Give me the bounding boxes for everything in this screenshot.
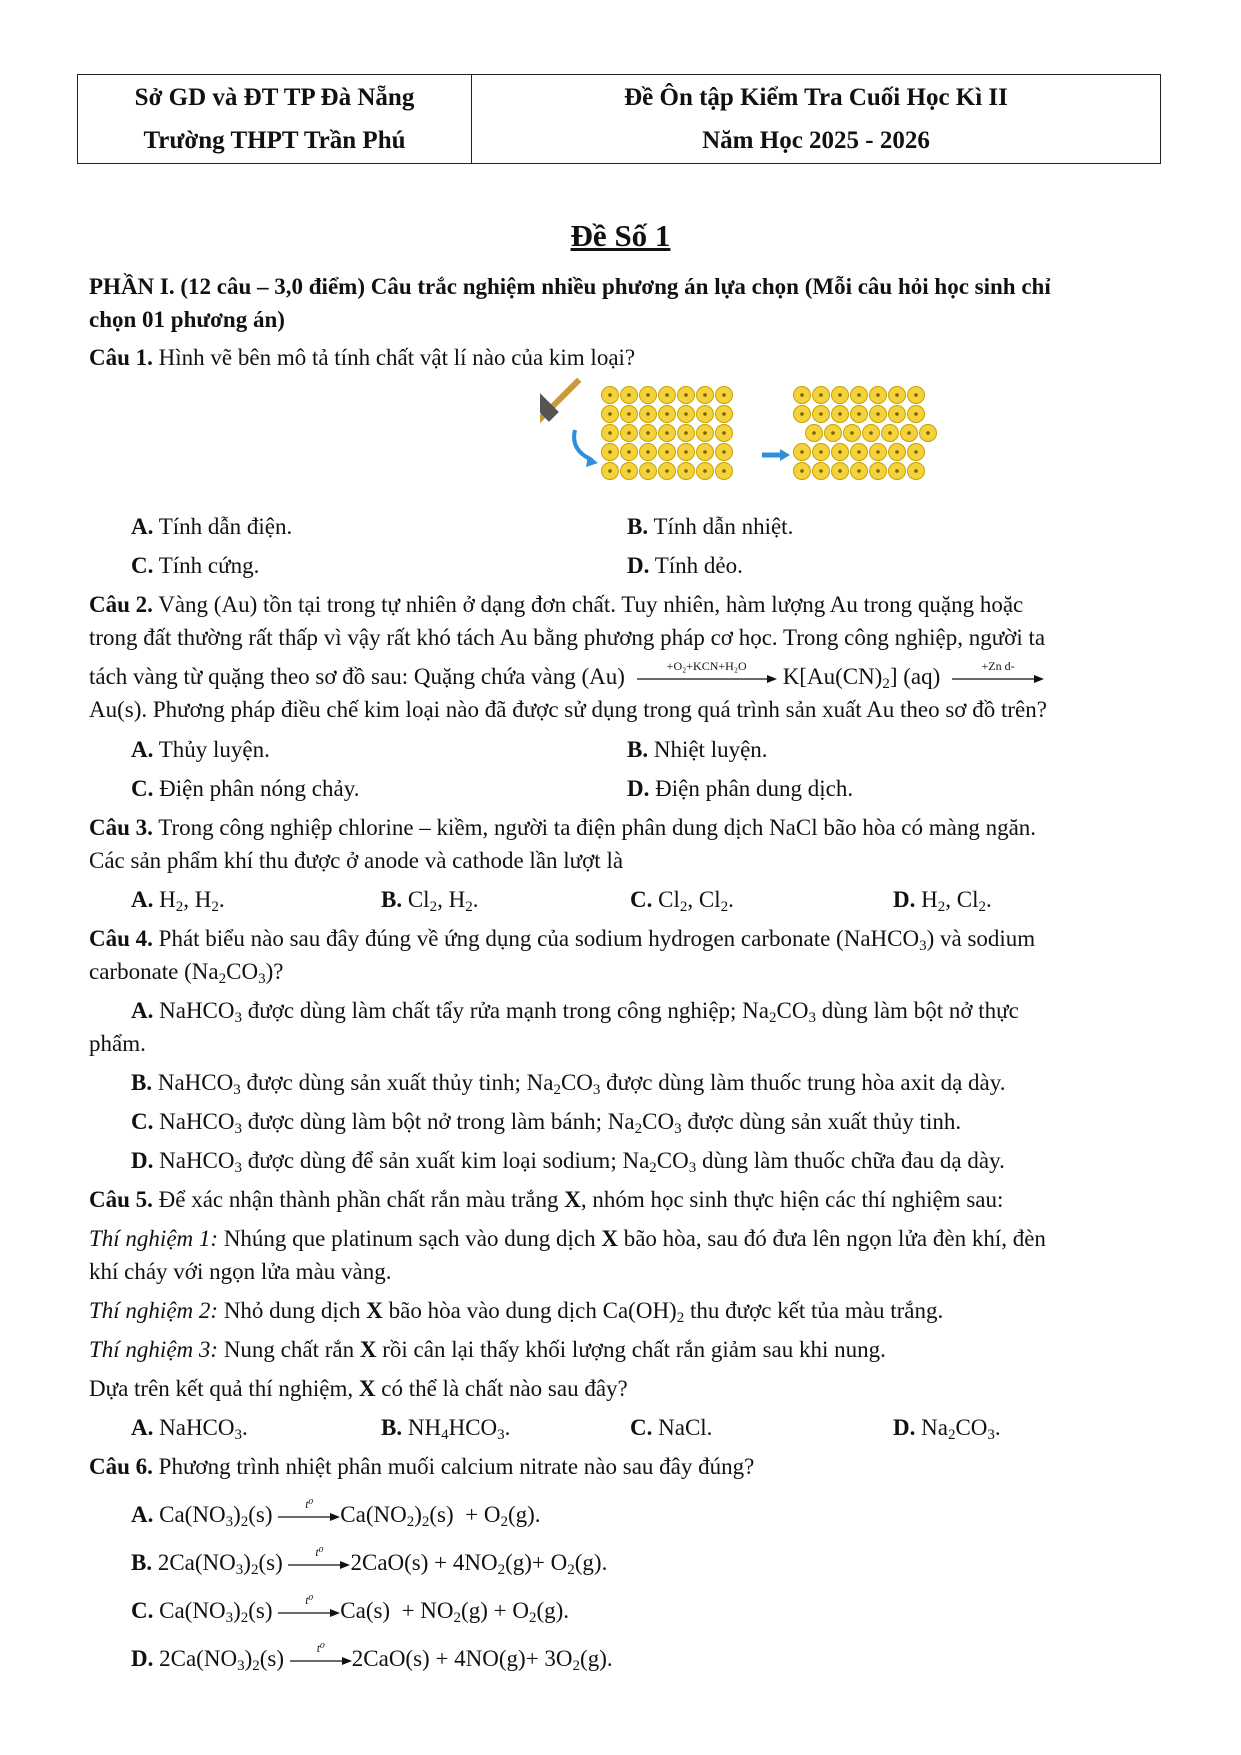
metal-ion-core bbox=[665, 412, 669, 416]
metal-ion-core bbox=[876, 469, 880, 473]
metal-ion-core bbox=[608, 431, 612, 435]
part1-heading-cont: chọn 01 phương án) bbox=[89, 307, 285, 332]
question-4: Câu 4. Phát biểu nào sau đây đúng về ứng dụng của sodium hydrogen carbonate (NaHCO$_3$) và sodium bbox=[89, 926, 1036, 954]
metal-ion-core bbox=[703, 393, 707, 397]
metal-ion-core bbox=[876, 412, 880, 416]
heat-arrow: t⁰ bbox=[288, 1560, 350, 1570]
metal-lattice-before bbox=[602, 387, 733, 480]
metal-ion-core bbox=[608, 412, 612, 416]
school-year: Năm Học 2025 - 2026 bbox=[702, 127, 930, 154]
metal-ion-core bbox=[914, 469, 918, 473]
metal-ion-core bbox=[838, 412, 842, 416]
metal-ion-core bbox=[800, 450, 804, 454]
q6-option-a[interactable]: A. $Ca(NO_3)_2(s)$ t⁰ $Ca(NO_2)_2(s) + O_2(g)$. bbox=[131, 1496, 541, 1530]
question-2: Câu 2. Vàng (Au) tồn tại trong tự nhiên ở dạng đơn chất. Tuy nhiên, hàm lượng Au trong quặng hoặc bbox=[89, 592, 1024, 617]
metal-ion-core bbox=[869, 431, 873, 435]
hammer-icon bbox=[540, 378, 581, 425]
q4-option-a-cont: phẩm. bbox=[89, 1031, 146, 1056]
metal-ion-core bbox=[800, 469, 804, 473]
metal-ion-core bbox=[800, 393, 804, 397]
metal-ion-core bbox=[627, 412, 631, 416]
metal-ion-core bbox=[876, 393, 880, 397]
q3-option-d[interactable]: D. $H_2$, $Cl_2$. bbox=[893, 887, 992, 915]
metal-ion-core bbox=[646, 431, 650, 435]
metal-ion-core bbox=[722, 469, 726, 473]
question-text: Hình vẽ bên mô tả tính chất vật lí nào của kim loại? bbox=[152, 345, 636, 370]
metal-ion-core bbox=[703, 412, 707, 416]
q6-option-c[interactable]: C. $Ca(NO_3)_2(s)$ t⁰ $Ca(s) + NO_2(g) + O_2(g)$. bbox=[131, 1592, 570, 1626]
metal-ion-core bbox=[646, 412, 650, 416]
q2-option-c[interactable]: C. Điện phân nóng chảy. bbox=[131, 776, 360, 801]
q6-option-b[interactable]: B. $2Ca(NO_3)_2(s)$ t⁰ $2CaO(s) + 4NO_2(g)+ O_2(g)$. bbox=[131, 1544, 608, 1578]
q6-option-d[interactable]: D. $2Ca(NO_3)_2(s)$ t⁰ $2CaO(s) + 4NO(g)+ 3O_2(g)$. bbox=[131, 1640, 613, 1674]
metal-ion-core bbox=[646, 393, 650, 397]
metal-ion-core bbox=[895, 450, 899, 454]
question-label: Câu 1. bbox=[89, 345, 153, 370]
malleability-figure bbox=[540, 375, 940, 515]
question-4-line2: carbonate $(Na_2CO_3)$? bbox=[89, 959, 284, 987]
metal-ion-core bbox=[722, 412, 726, 416]
metal-ion-core bbox=[608, 469, 612, 473]
metal-ion-core bbox=[838, 450, 842, 454]
q3-option-a[interactable]: A. $H_2$, $H_2$. bbox=[131, 887, 225, 915]
metal-ion-core bbox=[907, 431, 911, 435]
metal-ion-core bbox=[888, 431, 892, 435]
metal-lattice-after bbox=[794, 387, 937, 480]
metal-ion-core bbox=[703, 431, 707, 435]
metal-ion-core bbox=[627, 393, 631, 397]
heat-arrow: t⁰ bbox=[278, 1608, 340, 1618]
metal-ion-core bbox=[646, 469, 650, 473]
question-5: Câu 5. Để xác nhận thành phần chất rắn màu trắng X, nhóm học sinh thực hiện các thí nghiệm sau: bbox=[89, 1187, 1004, 1212]
metal-ion-core bbox=[838, 393, 842, 397]
metal-ion-core bbox=[895, 412, 899, 416]
metal-ion-core bbox=[857, 412, 861, 416]
question-1 bbox=[89, 343, 635, 373]
metal-ion-core bbox=[627, 469, 631, 473]
hammer-lattice-illustration bbox=[540, 375, 940, 510]
question-3: Câu 3. Trong công nghiệp chlorine – kiềm, người ta điện phân dung dịch NaCl bão hòa có màng ngăn. bbox=[89, 815, 1037, 840]
q4-option-c[interactable]: C. NaHCO$_3$ được dùng làm bột nở trong làm bánh; $Na_2CO_3$ được dùng sản xuất thủy tinh. bbox=[131, 1109, 962, 1137]
metal-ion-core bbox=[800, 412, 804, 416]
q4-option-d[interactable]: D. NaHCO$_3$ được dùng để sản xuất kim loại sodium; $Na_2CO_3$ dùng làm thuốc chữa đau dạ dày. bbox=[131, 1148, 1005, 1176]
metal-ion-core bbox=[703, 469, 707, 473]
metal-ion-core bbox=[665, 431, 669, 435]
metal-ion-core bbox=[684, 412, 688, 416]
header-right-cell bbox=[472, 75, 1160, 163]
metal-ion-core bbox=[914, 450, 918, 454]
question-2-line3: tách vàng từ quặng theo sơ đồ sau: Quặng chứa vàng (Au) +O₂+KCN+H₂O $K[Au(CN)_2]$ (aq) +Zn d- bbox=[89, 662, 1044, 692]
metal-ion-core bbox=[722, 393, 726, 397]
metal-ion-core bbox=[914, 393, 918, 397]
q5-option-b[interactable]: B. $NH_4HCO_3$. bbox=[381, 1415, 511, 1443]
exam-title: Đề Ôn tập Kiểm Tra Cuối Học Kì II bbox=[624, 84, 1008, 111]
part1-heading: PHẦN I. (12 câu – 3,0 điểm) Câu trắc nghiệm nhiều phương án lựa chọn (Mỗi câu hỏi học sinh chỉ bbox=[89, 274, 1051, 299]
metal-ion-core bbox=[857, 393, 861, 397]
header-left-cell bbox=[78, 75, 472, 163]
metal-ion-core bbox=[646, 450, 650, 454]
metal-ion-core bbox=[665, 469, 669, 473]
metal-ion-core bbox=[819, 393, 823, 397]
metal-ion-core bbox=[812, 431, 816, 435]
metal-ion-core bbox=[914, 412, 918, 416]
reaction-arrow: +Zn d- bbox=[952, 674, 1044, 684]
metal-ion-core bbox=[665, 450, 669, 454]
metal-ion-core bbox=[722, 450, 726, 454]
metal-ion-core bbox=[684, 431, 688, 435]
metal-ion-core bbox=[926, 431, 930, 435]
heat-arrow: t⁰ bbox=[278, 1512, 340, 1522]
metal-ion-core bbox=[838, 469, 842, 473]
q4-option-a[interactable]: A. NaHCO$_3$ được dùng làm chất tẩy rửa mạnh trong công nghiệp; $Na_2CO_3$ dùng làm bột nở thực bbox=[131, 998, 1019, 1026]
metal-ion-core bbox=[703, 450, 707, 454]
page-title: Đề Số 1 bbox=[570, 218, 671, 253]
heat-arrow: t⁰ bbox=[290, 1656, 352, 1666]
q1-option-c[interactable]: C. Tính cứng. bbox=[131, 553, 260, 578]
department-name: Sở GD và ĐT TP Đà Nẵng bbox=[134, 84, 415, 111]
q2-option-a[interactable]: A. Thủy luyện. bbox=[131, 737, 270, 762]
experiment-2: Thí nghiệm 2: Nhỏ dung dịch X bão hòa vào dung dịch $Ca(OH)_2$ thu được kết tủa màu trắng. bbox=[89, 1298, 944, 1326]
metal-ion-core bbox=[684, 469, 688, 473]
metal-ion-core bbox=[819, 469, 823, 473]
reaction-arrow: +O₂+KCN+H₂O bbox=[637, 674, 777, 684]
header-table bbox=[77, 74, 1161, 164]
q3-option-b[interactable]: B. $Cl_2$, $H_2$. bbox=[381, 887, 479, 915]
q2-option-d[interactable]: D. Điện phân dung dịch. bbox=[627, 776, 854, 801]
q5-option-c[interactable]: C. NaCl. bbox=[630, 1415, 713, 1440]
metal-ion-core bbox=[819, 450, 823, 454]
metal-ion-core bbox=[831, 431, 835, 435]
question-5-prompt: Dựa trên kết quả thí nghiệm, X có thể là chất nào sau đây? bbox=[89, 1376, 628, 1401]
q5-option-a[interactable]: A. NaHCO$_3$. bbox=[131, 1415, 248, 1443]
q4-option-b[interactable]: B. NaHCO$_3$ được dùng sản xuất thủy tinh; $Na_2CO_3$ được dùng làm thuốc trung hòa axit dạ dày. bbox=[131, 1070, 1006, 1098]
metal-ion-core bbox=[684, 450, 688, 454]
school-name: Trường THPT Trần Phú bbox=[143, 127, 406, 154]
metal-ion-core bbox=[850, 431, 854, 435]
metal-ion-core bbox=[895, 393, 899, 397]
q1-option-b[interactable]: B. Tính dẫn nhiệt. bbox=[627, 514, 794, 539]
q2-option-b[interactable]: B. Nhiệt luyện. bbox=[627, 737, 768, 762]
experiment-1-cont: khí cháy với ngọn lửa màu vàng. bbox=[89, 1259, 392, 1284]
question-2-line4: Au(s). Phương pháp điều chế kim loại nào đã được sử dụng trong quá trình sản xuất Au theo sơ đồ trên? bbox=[89, 697, 1047, 722]
metal-ion-core bbox=[608, 393, 612, 397]
metal-ion-core bbox=[857, 450, 861, 454]
metal-ion-core bbox=[722, 431, 726, 435]
metal-ion-core bbox=[819, 412, 823, 416]
metal-ion-core bbox=[627, 431, 631, 435]
q3-option-c[interactable]: C. $Cl_2$, $Cl_2$. bbox=[630, 887, 734, 915]
question-3-line2: Các sản phẩm khí thu được ở anode và cathode lần lượt là bbox=[89, 848, 624, 873]
q5-option-d[interactable]: D. $Na_2CO_3$. bbox=[893, 1415, 1001, 1443]
question-2-line2: trong đất thường rất thấp vì vậy rất khó tách Au bằng phương pháp cơ học. Trong công nghiệp, người ta bbox=[89, 625, 1046, 650]
metal-ion-core bbox=[895, 469, 899, 473]
question-6: Câu 6. Phương trình nhiệt phân muối calcium nitrate nào sau đây đúng? bbox=[89, 1454, 755, 1479]
metal-ion-core bbox=[627, 450, 631, 454]
q1-option-d[interactable]: D. Tính dẻo. bbox=[627, 553, 743, 578]
metal-ion-core bbox=[876, 450, 880, 454]
experiment-1: Thí nghiệm 1: Nhúng que platinum sạch vào dung dịch X bão hòa, sau đó đưa lên ngọn lửa đèn khí, đèn bbox=[89, 1226, 1046, 1251]
metal-ion-core bbox=[665, 393, 669, 397]
metal-ion-core bbox=[684, 393, 688, 397]
q1-option-a[interactable]: A. Tính dẫn điện. bbox=[131, 514, 293, 539]
metal-ion-core bbox=[857, 469, 861, 473]
experiment-3: Thí nghiệm 3: Nung chất rắn X rồi cân lại thấy khối lượng chất rắn giảm sau khi nung. bbox=[89, 1337, 886, 1362]
metal-ion-core bbox=[608, 450, 612, 454]
